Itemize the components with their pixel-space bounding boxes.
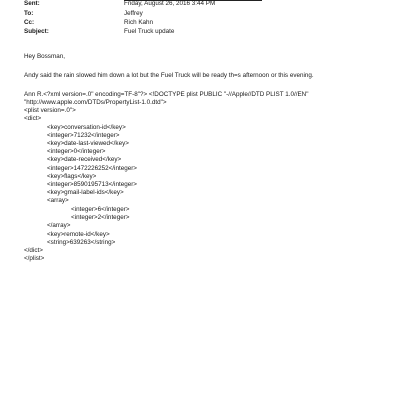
plist-line: <key>flags</key>: [47, 173, 97, 180]
plist-line: <key>gmail-label-ids</key>: [47, 189, 124, 196]
header-cc-row: [24, 19, 324, 28]
plist-line: "http://www.apple.com/DTDs/PropertyList-1.0.dtd">: [24, 99, 167, 106]
plist-line: </plist>: [24, 255, 45, 262]
plist-line: Ann R.<?xml version=.0" encoding=TF-8"?> <!DOCTYPE plist PUBLIC "-//Apple//DTD PLIST 1.0//EN": [24, 91, 309, 98]
email-message: Andy said the rain slowed him down a lot but the Fuel Truck will be ready th=s afternoon or this evening.: [24, 72, 314, 79]
email-greeting: Hey Bossman,: [24, 53, 65, 60]
plist-line: <integer>8590195713</integer>: [47, 181, 137, 188]
header-subject-label: Subject:: [24, 28, 49, 35]
plist-line: </array>: [47, 222, 71, 229]
header-cc-label: Cc:: [24, 19, 35, 26]
plist-line: <key>date-received</key>: [47, 156, 122, 163]
header-subject-value: Fuel Truck update: [124, 28, 175, 35]
plist-line: <integer>0</integer>: [47, 148, 106, 155]
header-sent-value: Friday, August 26, 2016 3:44 PM: [124, 0, 216, 7]
plist-line: <key>conversation-id</key>: [47, 124, 126, 131]
header-subject-row: [24, 28, 324, 37]
plist-line: <integer>1472226252</integer>: [47, 165, 137, 172]
header-to-label: To:: [24, 10, 34, 17]
plist-line: <array>: [47, 197, 69, 204]
plist-line: <dict>: [24, 115, 42, 122]
plist-line: </dict>: [24, 247, 43, 254]
plist-line: <integer>2</integer>: [71, 214, 130, 221]
header-sent-label: Sent:: [24, 0, 40, 7]
header-cc-value: Rich Kahn: [124, 19, 154, 26]
header-to-row: [24, 10, 324, 19]
plist-line: <integer>6</integer>: [71, 206, 130, 213]
plist-line: <key>remote-id</key>: [47, 231, 110, 238]
plist-line: <plist version=.0">: [24, 107, 76, 114]
plist-line: <key>date-last-viewed</key>: [47, 140, 129, 147]
header-to-value: Jeffrey: [124, 10, 143, 17]
header-sent-row: [24, 0, 324, 9]
plist-line: <integer>71232</integer>: [47, 132, 120, 139]
plist-line: <string>639263</string>: [47, 239, 116, 246]
